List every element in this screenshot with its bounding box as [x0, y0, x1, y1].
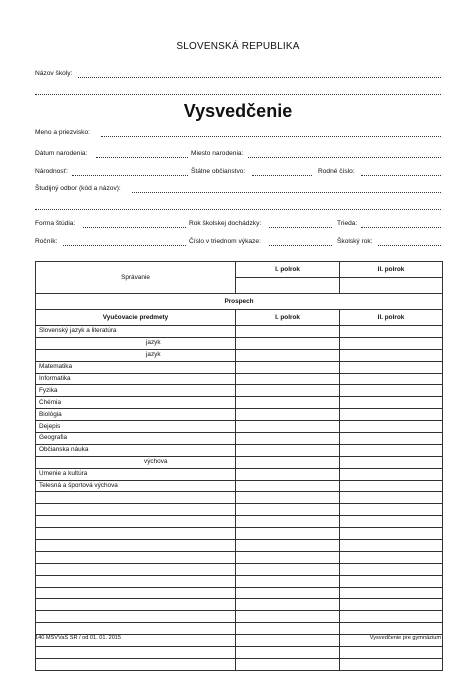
term2-grade[interactable] — [340, 337, 443, 349]
class-label: Trieda: — [337, 220, 358, 227]
birth-number-label: Rodné číslo: — [318, 168, 355, 175]
birth-number-field[interactable] — [361, 175, 441, 176]
table-row — [36, 349, 443, 361]
term1-grade[interactable] — [236, 433, 340, 445]
subject-name: Chémia — [36, 397, 236, 409]
table-row — [36, 599, 443, 611]
footer-form-code: 140 MŠVVaŠ SR / od 01. 01. 2015 — [35, 635, 122, 641]
subject-name: Biológia — [36, 409, 236, 421]
footer-form-name: Vysvedčenie pre gymnázium — [369, 635, 441, 641]
term1-grade[interactable] — [236, 337, 340, 349]
table-row — [36, 480, 443, 492]
table-row — [36, 647, 443, 659]
term2-grade[interactable] — [340, 599, 443, 611]
subject-name[interactable] — [36, 599, 236, 611]
term1-grade[interactable] — [236, 623, 340, 635]
term1-grade[interactable] — [236, 599, 340, 611]
term1-grade[interactable] — [236, 551, 340, 563]
document-title: Vysvedčenie — [183, 101, 293, 121]
country-header: SLOVENSKÁ REPUBLIKA — [176, 41, 300, 52]
subject-name: Matematika — [36, 361, 236, 373]
school-name-field[interactable] — [78, 77, 441, 78]
subject-name[interactable] — [36, 504, 236, 516]
term2-grade[interactable] — [340, 444, 443, 456]
term1-grade[interactable] — [236, 504, 340, 516]
table-row — [36, 421, 443, 433]
table-row — [36, 504, 443, 516]
term2-grade[interactable] — [340, 647, 443, 659]
subject-name: Umenie a kultúra — [36, 468, 236, 480]
class-field[interactable] — [361, 227, 441, 228]
subject-name[interactable] — [36, 551, 236, 563]
register-number-field[interactable] — [269, 245, 332, 246]
subject-name[interactable] — [36, 516, 236, 528]
subject-name: Fyzika — [36, 385, 236, 397]
table-row — [36, 563, 443, 575]
term2-header: II. polrok — [340, 310, 443, 326]
subject-name[interactable] — [36, 575, 236, 587]
subject-name[interactable] — [36, 528, 236, 540]
citizenship-field[interactable] — [252, 175, 312, 176]
grades-table — [35, 261, 443, 671]
term1-grade[interactable] — [236, 480, 340, 492]
term1-grade[interactable] — [236, 528, 340, 540]
term2-grade[interactable] — [340, 611, 443, 623]
term2-grade[interactable] — [340, 551, 443, 563]
table-row — [36, 623, 443, 635]
term2-grade[interactable] — [340, 373, 443, 385]
study-form-field[interactable] — [83, 227, 186, 228]
term2-grade[interactable] — [340, 361, 443, 373]
term2-grade[interactable] — [340, 409, 443, 421]
birth-place-label: Miesto narodenia: — [191, 150, 244, 157]
term2-grade[interactable] — [340, 575, 443, 587]
subject-name[interactable] — [36, 492, 236, 504]
subject-name: výchova — [36, 456, 236, 468]
subject-name[interactable] — [36, 647, 236, 659]
term1-grade[interactable] — [236, 444, 340, 456]
subjects-header: Vyučovacie predmety — [36, 310, 236, 326]
achievement-heading: Prospech — [36, 294, 443, 310]
subject-name[interactable] — [36, 587, 236, 599]
term1-grade[interactable] — [236, 456, 340, 468]
table-row — [36, 433, 443, 445]
table-row — [36, 385, 443, 397]
term2-grade[interactable] — [340, 349, 443, 361]
subject-name[interactable] — [36, 658, 236, 670]
subject-name[interactable] — [36, 540, 236, 552]
subject-name: Geografia — [36, 433, 236, 445]
table-row — [36, 551, 443, 563]
study-field-field-line2[interactable] — [35, 209, 441, 210]
table-row — [36, 516, 443, 528]
term1-grade[interactable] — [236, 647, 340, 659]
subject-name[interactable] — [36, 611, 236, 623]
term1-grade[interactable] — [236, 540, 340, 552]
subject-name[interactable] — [36, 623, 236, 635]
subject-name: Slovenský jazyk a literatúra — [36, 326, 236, 338]
term2-grade[interactable] — [340, 480, 443, 492]
term2-grade[interactable] — [340, 540, 443, 552]
subject-name: Informatika — [36, 373, 236, 385]
term2-grade[interactable] — [340, 528, 443, 540]
term2-grade[interactable] — [340, 516, 443, 528]
behavior-term1-grade[interactable] — [236, 278, 340, 294]
term1-grade[interactable] — [236, 516, 340, 528]
term1-grade[interactable] — [236, 421, 340, 433]
birth-date-label: Dátum narodenia: — [35, 150, 88, 157]
term1-grade[interactable] — [236, 349, 340, 361]
term2-grade[interactable] — [340, 326, 443, 338]
school-year-field[interactable] — [378, 245, 441, 246]
school-year-label: Školský rok: — [337, 238, 373, 245]
term1-grade[interactable] — [236, 492, 340, 504]
term2-grade[interactable] — [340, 492, 443, 504]
behavior-term2-header: II. polrok — [340, 262, 443, 278]
school-name-field-line2[interactable] — [35, 94, 441, 95]
term1-grade[interactable] — [236, 326, 340, 338]
table-row — [36, 326, 443, 338]
table-row — [36, 658, 443, 670]
term2-grade[interactable] — [340, 456, 443, 468]
term2-grade[interactable] — [340, 433, 443, 445]
subject-name: jazyk — [36, 337, 236, 349]
nationality-field[interactable] — [72, 175, 188, 176]
term1-grade[interactable] — [236, 373, 340, 385]
term2-grade[interactable] — [340, 421, 443, 433]
term1-grade[interactable] — [236, 563, 340, 575]
term1-grade[interactable] — [236, 409, 340, 421]
term1-grade[interactable] — [236, 587, 340, 599]
term2-grade[interactable] — [340, 587, 443, 599]
term1-grade[interactable] — [236, 385, 340, 397]
study-field-label: Študijný odbor (kód a názov): — [35, 185, 121, 192]
table-row — [36, 540, 443, 552]
birth-date-field[interactable] — [96, 157, 188, 158]
term1-grade[interactable] — [236, 658, 340, 670]
term2-grade[interactable] — [340, 468, 443, 480]
behavior-term1-header: I. polrok — [236, 262, 340, 278]
birth-place-field[interactable] — [248, 157, 441, 158]
term1-grade[interactable] — [236, 468, 340, 480]
term2-grade[interactable] — [340, 397, 443, 409]
table-row — [36, 456, 443, 468]
term2-grade[interactable] — [340, 623, 443, 635]
subject-name: Občianska náuka — [36, 444, 236, 456]
study-form-label: Forma štúdia: — [35, 220, 76, 227]
table-row — [36, 397, 443, 409]
term2-grade[interactable] — [340, 658, 443, 670]
table-row — [36, 587, 443, 599]
table-row — [36, 373, 443, 385]
attendance-year-field[interactable] — [269, 227, 332, 228]
table-row — [36, 575, 443, 587]
subject-name: jazyk — [36, 349, 236, 361]
attendance-year-label: Rok školskej dochádzky: — [189, 220, 262, 227]
term1-grade[interactable] — [236, 361, 340, 373]
table-row — [36, 337, 443, 349]
subject-name: Telesná a športová výchova — [36, 480, 236, 492]
table-row — [36, 409, 443, 421]
subject-name: Dejepis — [36, 421, 236, 433]
table-row — [36, 444, 443, 456]
term2-grade[interactable] — [340, 385, 443, 397]
term1-grade[interactable] — [236, 611, 340, 623]
term2-grade[interactable] — [340, 504, 443, 516]
table-row — [36, 611, 443, 623]
citizenship-label: Štátne občianstvo: — [191, 168, 246, 175]
behavior-term2-grade[interactable] — [340, 278, 443, 294]
register-number-label: Číslo v triednom výkaze: — [189, 238, 261, 245]
term1-header: I. polrok — [236, 310, 340, 326]
term1-grade[interactable] — [236, 575, 340, 587]
table-row — [36, 468, 443, 480]
table-row — [36, 361, 443, 373]
school-name-label: Názov školy: — [35, 70, 73, 77]
subject-name[interactable] — [36, 563, 236, 575]
term2-grade[interactable] — [340, 563, 443, 575]
nationality-label: Národnosť: — [35, 168, 68, 175]
term1-grade[interactable] — [236, 635, 340, 647]
term1-grade[interactable] — [236, 397, 340, 409]
study-field-field[interactable] — [132, 192, 441, 193]
full-name-label: Meno a priezvisko: — [35, 129, 90, 136]
table-row — [36, 528, 443, 540]
table-row — [36, 492, 443, 504]
grade-year-field[interactable] — [63, 245, 186, 246]
behavior-label: Správanie — [36, 262, 236, 294]
full-name-field[interactable] — [101, 136, 441, 137]
grade-year-label: Ročník: — [35, 238, 58, 245]
